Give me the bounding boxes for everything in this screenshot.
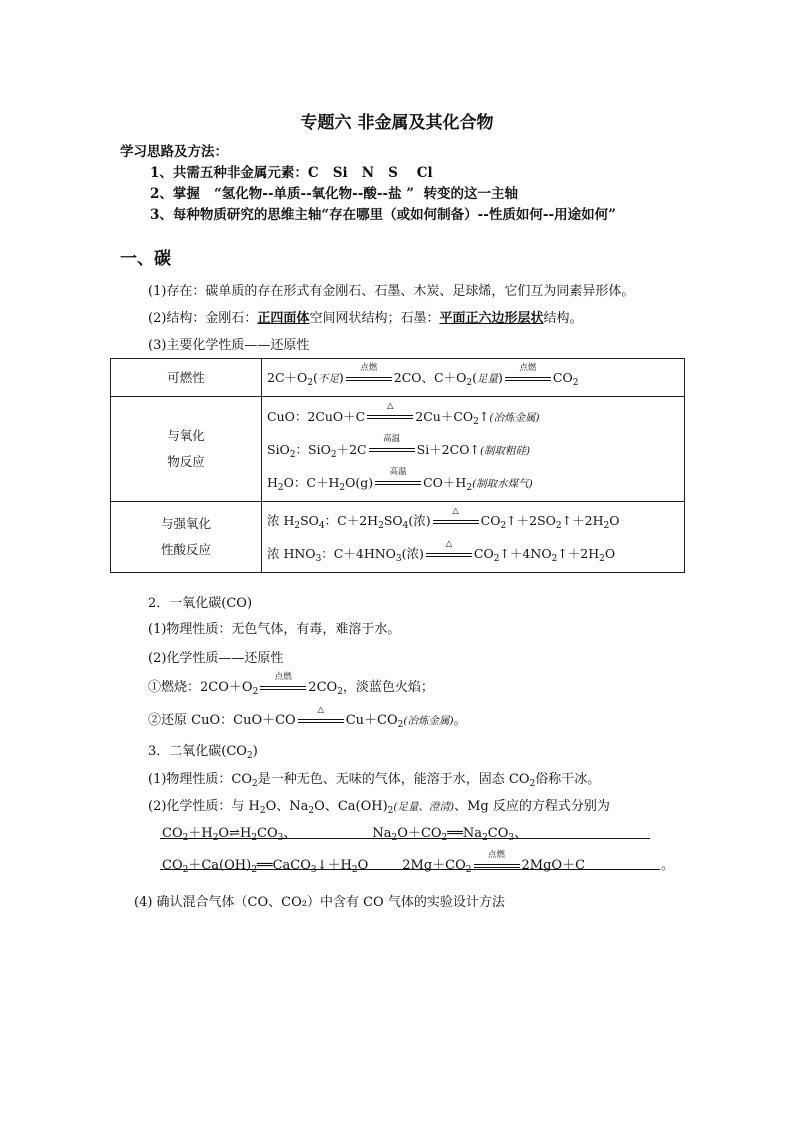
row-label-oxidizing-acids: 与强氧化 性酸反应: [111, 502, 262, 573]
study-item-1: 1、共需五种非金属元素：C Si N S Cl: [150, 165, 433, 181]
co2-chem: (2)化学性质：与 $H_2O$、$Na_2O$、$Ca(OH)_2$(足量、澄清)、Mg 反应的方程式分别为: [148, 799, 610, 816]
table-row: [111, 397, 685, 502]
structure-suffix: 结构。: [543, 311, 583, 326]
structure-prefix: (2)结构：金刚石：: [148, 311, 258, 326]
section4-text: (4) 确认混合气体（CO、CO₂）中含有 CO 气体的实验设计方法: [134, 895, 505, 910]
carbon-existence: (1)存在：碳单质的存在形式有金刚石、石墨、木炭、足球烯，它们互为同素异形体。: [148, 284, 635, 299]
note-insufficient: 不足: [317, 373, 339, 385]
structure-graphite: 平面正六边形层状: [439, 311, 544, 326]
ignite-condition: 点燃: [346, 373, 392, 385]
co-heading: 2．一氧化碳(CO): [148, 596, 253, 611]
row-label-oxides: 与氧化 物反应: [111, 397, 262, 502]
co2-heading: 3．二氧化碳$(CO_2)$: [148, 744, 258, 761]
structure-diamond: 正四面体: [257, 311, 310, 326]
high-temp-condition: 高温: [369, 444, 415, 456]
table-row: [111, 502, 685, 573]
co2-answer-end: 。: [661, 858, 675, 873]
ignite-condition: 点燃: [260, 682, 306, 694]
section-carbon-heading: 一、碳: [120, 249, 171, 269]
heat-condition: △: [433, 516, 479, 528]
acid-equations: 浓 $H_2SO_4$：$C+2H_2SO_4$(浓) △ $CO_2↑+2SO_2↑+2H_2O$ 浓 $HNO_3$：$C+4HNO_3$(浓) △ $CO_2↑+4NO_2↑+2H_2O$: [262, 502, 685, 573]
heat-condition: △: [367, 411, 413, 423]
heat-condition: △: [426, 549, 472, 561]
co2-physical: (1)物理性质：$CO_2$是一种无色、无味的气体，能溶于水，固态 $CO_2$俗称干冰。: [148, 772, 601, 789]
oxide-equations: CuO：2CuO＋C △ $2Cu+CO_2↑$(冶炼金属) SiO$_2$：SiO$_2$＋2C 高温 Si＋2CO↑(制取粗硅) $H_2O$：$C+H_2O(g)$ 高温 $CO+H_2$(制取水煤气): [262, 397, 685, 502]
high-temp-condition: 高温: [375, 477, 421, 489]
note-water-gas: (制取水煤气): [472, 477, 533, 490]
table-row: [111, 359, 685, 397]
study-heading: 学习思路及方法：: [120, 144, 228, 160]
note-smelt: (冶炼金属): [489, 411, 540, 424]
co2-answer-2: $CO_2+Ca(OH)_2══CaCO_3↓+H_2O$ $2Mg+CO_2$ 点燃 2MgO＋C: [162, 849, 586, 875]
co2-answer-1: $CO_2+H_2O\rightleftharpoons H_2CO_3$、 $Na_2O+CO_2══Na_2CO_3$、: [162, 826, 528, 843]
heat-condition: △: [298, 715, 344, 727]
carbon-properties-table: [110, 358, 685, 573]
carbon-chem-heading: (3)主要化学性质——还原性: [148, 338, 310, 353]
note-crude-si: (制取粗硅): [479, 444, 531, 457]
co-physical: (1)物理性质：无色气体，有毒，难溶于水。: [148, 622, 401, 637]
ignite-condition: 点燃: [474, 860, 520, 872]
study-item-2: 2、掌握 “氢化物--单质--氧化物--酸--盐 ” 转变的这一主轴: [150, 186, 518, 202]
note-sufficient: 足量: [476, 373, 498, 385]
row-label-combustion: 可燃性: [111, 359, 262, 397]
combustion-equations: $2C+O_2$(不足) 点燃 2CO、$C+O_2$(足量) 点燃 $CO_2$: [262, 359, 685, 397]
carbon-structure: [148, 307, 582, 326]
page-title: 专题六 非金属及其化合物: [300, 113, 494, 133]
structure-mid: 空间网状结构；石墨：: [309, 311, 440, 326]
co-reduce-cuo: ②还原 CuO：CuO＋CO △ $Cu+CO_2$(冶炼金属)。: [148, 704, 467, 730]
co-chem-heading: (2)化学性质——还原性: [148, 651, 284, 666]
ignite-condition: 点燃: [505, 373, 551, 385]
co-burn: ①燃烧：$2CO+O_2$ 点燃 $2CO_2$，淡蓝色火焰；: [148, 671, 434, 697]
study-item-3: 3、每种物质研究的思维主轴“存在哪里（或如何制备）--性质如何--用途如何”: [150, 207, 616, 223]
